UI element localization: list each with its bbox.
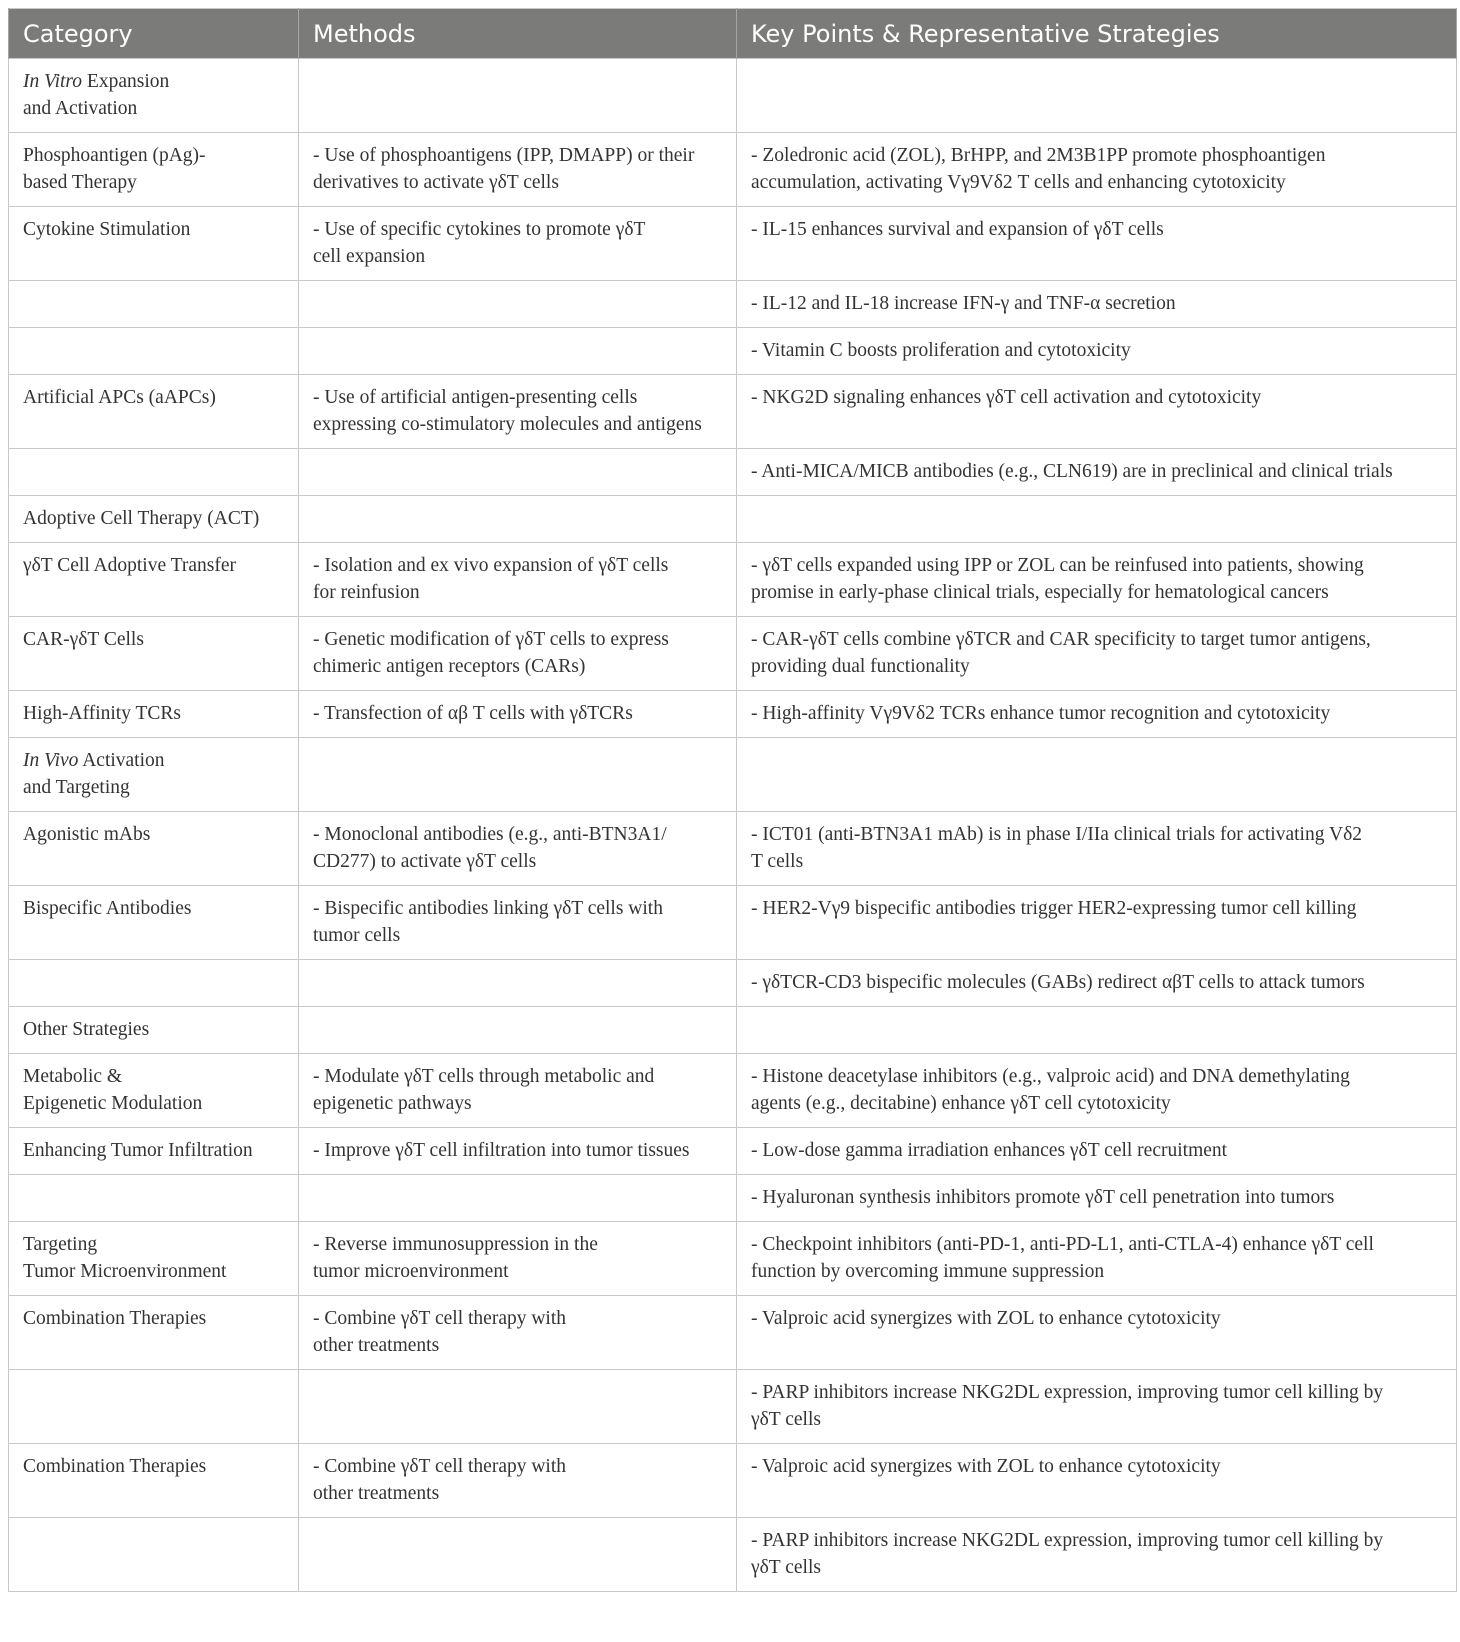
cell-method: - Isolation and ex vivo expansion of γδT cells for reinfusion	[299, 543, 737, 617]
cell-method	[299, 1370, 737, 1444]
cell-category	[9, 449, 299, 496]
category-italic-text: In Vivo	[23, 750, 79, 771]
cell-method: - Transfection of αβ T cells with γδTCRs	[299, 691, 737, 738]
table-row	[9, 281, 1457, 328]
table-row	[9, 617, 1457, 691]
cell-method	[299, 59, 737, 133]
header-row	[9, 9, 1457, 59]
cell-key-points: - PARP inhibitors increase NKG2DL expression, improving tumor cell killing by γδT cells	[737, 1518, 1457, 1592]
table-row	[9, 543, 1457, 617]
cell-category: Phosphoantigen (pAg)- based Therapy	[9, 133, 299, 207]
cell-key-points: - High-affinity Vγ9Vδ2 TCRs enhance tumor recognition and cytotoxicity	[737, 691, 1457, 738]
cell-key-points: - Low-dose gamma irradiation enhances γδT cell recruitment	[737, 1128, 1457, 1175]
cell-method	[299, 496, 737, 543]
cell-key-points: - PARP inhibitors increase NKG2DL expression, improving tumor cell killing by γδT cells	[737, 1370, 1457, 1444]
table-row	[9, 375, 1457, 449]
cell-key-points: - NKG2D signaling enhances γδT cell activation and cytotoxicity	[737, 375, 1457, 449]
table-row	[9, 1054, 1457, 1128]
cell-category: High-Affinity TCRs	[9, 691, 299, 738]
table-row	[9, 207, 1457, 281]
table-row	[9, 1175, 1457, 1222]
cell-category: Combination Therapies	[9, 1444, 299, 1518]
cell-method: - Combine γδT cell therapy with other treatments	[299, 1296, 737, 1370]
cell-key-points: - Checkpoint inhibitors (anti-PD-1, anti-PD-L1, anti-CTLA-4) enhance γδT cell function by overcoming immune suppression	[737, 1222, 1457, 1296]
table-row	[9, 1370, 1457, 1444]
cell-method: - Reverse immunosuppression in the tumor microenvironment	[299, 1222, 737, 1296]
cell-key-points: - Anti-MICA/MICB antibodies (e.g., CLN619) are in preclinical and clinical trials	[737, 449, 1457, 496]
cell-category: γδT Cell Adoptive Transfer	[9, 543, 299, 617]
table-header	[9, 9, 1457, 59]
cell-key-points: - CAR-γδT cells combine γδTCR and CAR specificity to target tumor antigens, providing dual functionality	[737, 617, 1457, 691]
cell-key-points: - Vitamin C boosts proliferation and cytotoxicity	[737, 328, 1457, 375]
table-row	[9, 960, 1457, 1007]
table-row	[9, 1222, 1457, 1296]
table-row	[9, 691, 1457, 738]
cell-category: Artificial APCs (aAPCs)	[9, 375, 299, 449]
cell-method: - Genetic modification of γδT cells to express chimeric antigen receptors (CARs)	[299, 617, 737, 691]
cell-category: Metabolic & Epigenetic Modulation	[9, 1054, 299, 1128]
cell-category	[9, 1370, 299, 1444]
strategies-table-container	[8, 8, 1456, 1592]
table-body	[9, 59, 1457, 1592]
cell-category	[9, 1518, 299, 1592]
cell-key-points: - Valproic acid synergizes with ZOL to enhance cytotoxicity	[737, 1296, 1457, 1370]
strategies-table	[8, 8, 1457, 1592]
cell-method	[299, 281, 737, 328]
cell-category: Agonistic mAbs	[9, 812, 299, 886]
cell-category: Targeting Tumor Microenvironment	[9, 1222, 299, 1296]
cell-key-points: - Zoledronic acid (ZOL), BrHPP, and 2M3B1PP promote phosphoantigen accumulation, activating Vγ9Vδ2 T cells and enhancing cytotoxicity	[737, 133, 1457, 207]
header-category: Category	[9, 9, 299, 59]
cell-category	[9, 960, 299, 1007]
cell-method: - Use of phosphoantigens (IPP, DMAPP) or their derivatives to activate γδT cells	[299, 133, 737, 207]
cell-category: Enhancing Tumor Infiltration	[9, 1128, 299, 1175]
cell-method: - Bispecific antibodies linking γδT cells with tumor cells	[299, 886, 737, 960]
table-row	[9, 1296, 1457, 1370]
cell-key-points: - IL-12 and IL-18 increase IFN-γ and TNF-α secretion	[737, 281, 1457, 328]
cell-key-points	[737, 59, 1457, 133]
cell-method	[299, 328, 737, 375]
cell-category: Bispecific Antibodies	[9, 886, 299, 960]
table-row	[9, 59, 1457, 133]
category-text: Expansion and Activation	[23, 71, 170, 119]
table-row	[9, 1007, 1457, 1054]
cell-key-points: - HER2-Vγ9 bispecific antibodies trigger HER2-expressing tumor cell killing	[737, 886, 1457, 960]
cell-method: - Modulate γδT cells through metabolic and epigenetic pathways	[299, 1054, 737, 1128]
table-row	[9, 1128, 1457, 1175]
cell-method	[299, 449, 737, 496]
cell-category: Adoptive Cell Therapy (ACT)	[9, 496, 299, 543]
cell-method: - Combine γδT cell therapy with other treatments	[299, 1444, 737, 1518]
cell-key-points	[737, 496, 1457, 543]
cell-method: - Use of specific cytokines to promote γδT cell expansion	[299, 207, 737, 281]
cell-method	[299, 1175, 737, 1222]
category-italic-text: In Vitro	[23, 71, 83, 92]
cell-method	[299, 1518, 737, 1592]
cell-category: Other Strategies	[9, 1007, 299, 1054]
table-row	[9, 738, 1457, 812]
cell-method: - Improve γδT cell infiltration into tumor tissues	[299, 1128, 737, 1175]
cell-category: CAR-γδT Cells	[9, 617, 299, 691]
table-row	[9, 449, 1457, 496]
table-row	[9, 1518, 1457, 1592]
header-key-points: Key Points & Representative Strategies	[737, 9, 1457, 59]
cell-category	[9, 59, 299, 133]
cell-category: Cytokine Stimulation	[9, 207, 299, 281]
table-row	[9, 886, 1457, 960]
cell-key-points: - Hyaluronan synthesis inhibitors promote γδT cell penetration into tumors	[737, 1175, 1457, 1222]
cell-key-points: - γδTCR-CD3 bispecific molecules (GABs) redirect αβT cells to attack tumors	[737, 960, 1457, 1007]
cell-key-points: - γδT cells expanded using IPP or ZOL can be reinfused into patients, showing promise in early-phase clinical trials, especially for hematological cancers	[737, 543, 1457, 617]
cell-key-points: - ICT01 (anti-BTN3A1 mAb) is in phase I/IIa clinical trials for activating Vδ2 T cells	[737, 812, 1457, 886]
cell-category	[9, 328, 299, 375]
header-methods: Methods	[299, 9, 737, 59]
table-row	[9, 496, 1457, 543]
cell-method: - Use of artificial antigen-presenting cells expressing co-stimulatory molecules and antigens	[299, 375, 737, 449]
cell-key-points: - Valproic acid synergizes with ZOL to enhance cytotoxicity	[737, 1444, 1457, 1518]
cell-category	[9, 1175, 299, 1222]
cell-category	[9, 281, 299, 328]
cell-key-points: - Histone deacetylase inhibitors (e.g., valproic acid) and DNA demethylating agents (e.g., decitabine) enhance γδT cell cytotoxicity	[737, 1054, 1457, 1128]
table-row	[9, 812, 1457, 886]
category-text: Activation and Targeting	[23, 750, 165, 798]
cell-method: - Monoclonal antibodies (e.g., anti-BTN3A1/ CD277) to activate γδT cells	[299, 812, 737, 886]
table-row	[9, 1444, 1457, 1518]
cell-key-points: - IL-15 enhances survival and expansion of γδT cells	[737, 207, 1457, 281]
table-row	[9, 328, 1457, 375]
cell-method	[299, 1007, 737, 1054]
cell-category: Combination Therapies	[9, 1296, 299, 1370]
cell-key-points	[737, 738, 1457, 812]
cell-method	[299, 738, 737, 812]
cell-method	[299, 960, 737, 1007]
table-row	[9, 133, 1457, 207]
cell-category	[9, 738, 299, 812]
cell-key-points	[737, 1007, 1457, 1054]
